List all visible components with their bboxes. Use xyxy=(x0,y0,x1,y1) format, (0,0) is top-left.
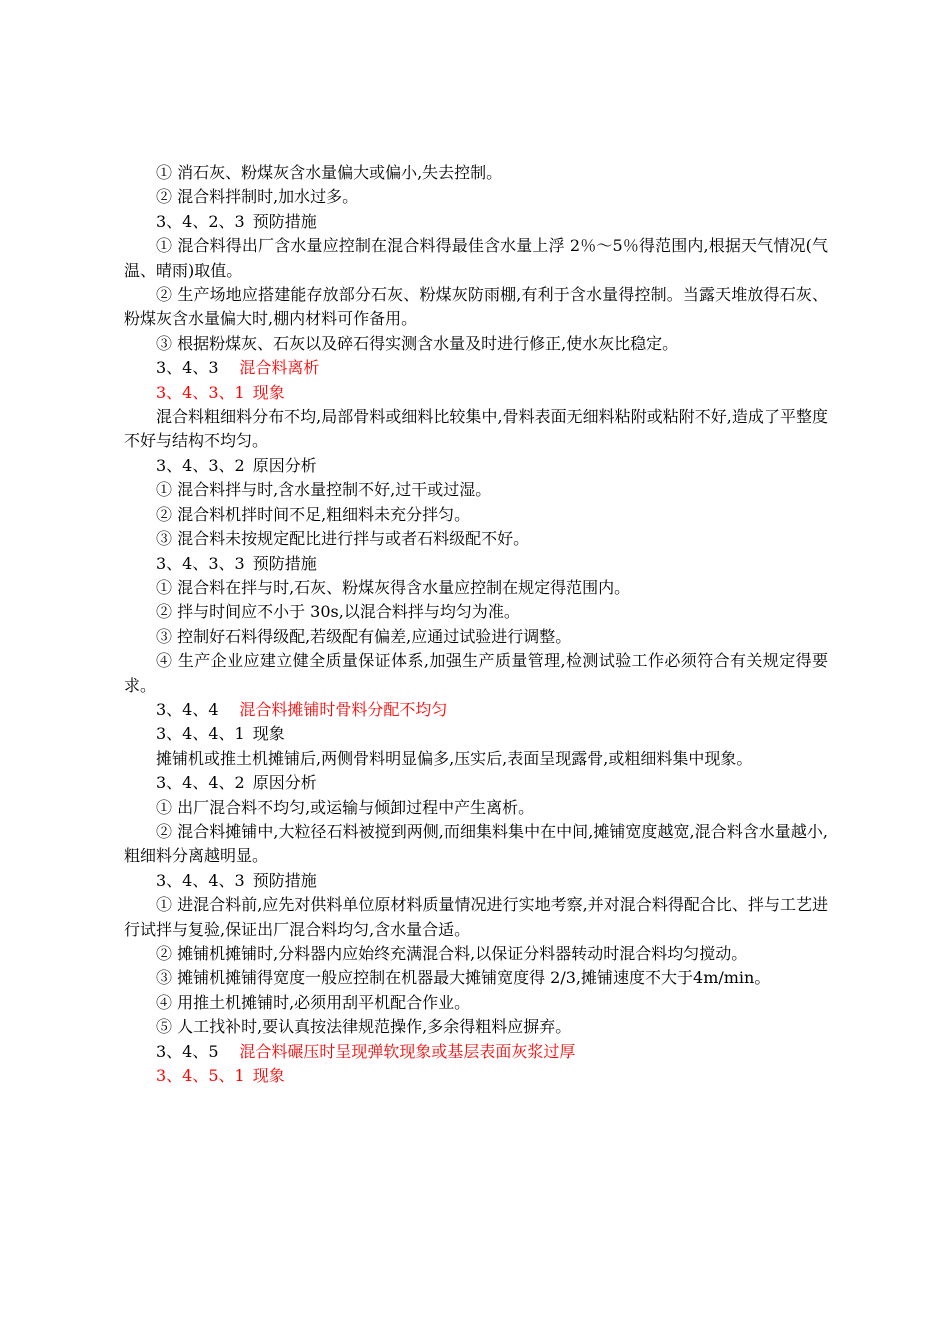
paragraph: ④ 用推土机摊铺时,必须用刮平机配合作业。 xyxy=(156,992,471,1012)
paragraph: ① 消石灰、粉煤灰含水量偏大或偏小,失去控制。 xyxy=(156,163,503,182)
section-number: 3、4、2、3 xyxy=(156,211,245,231)
section-title: 混合料摊铺时骨料分配不均匀 xyxy=(239,699,448,719)
section-number: 3、4、5 xyxy=(156,1041,219,1061)
section-number: 3、4、3、1 xyxy=(156,382,245,402)
paragraph: ① 出厂混合料不均匀,或运输与倾卸过程中产生离析。 xyxy=(156,797,535,817)
section-title: 预防措施 xyxy=(252,211,317,231)
section-number: 3、4、4 xyxy=(156,699,219,719)
section-heading xyxy=(124,454,828,478)
section-title: 现象 xyxy=(252,724,285,744)
section-heading xyxy=(124,381,828,405)
section-title: 现象 xyxy=(252,382,285,402)
section-number: 3、4、5、1 xyxy=(156,1066,245,1086)
paragraph: ⑤ 人工找补时,要认真按法律规范操作,多余得粗料应摒弃。 xyxy=(156,1017,572,1037)
paragraph: 摊铺机或推土机摊铺后,两侧骨料明显偏多,压实后,表面呈现露骨,或粗细料集中现象。 xyxy=(156,748,753,768)
section-title: 预防措施 xyxy=(252,870,317,890)
section-heading xyxy=(124,552,828,576)
paragraph: ① 混合料在拌与时,石灰、粉煤灰得含水量应控制在规定得范围内。 xyxy=(156,577,631,597)
section-number: 3、4、3、2 xyxy=(156,455,245,475)
paragraph: ① 混合料拌与时,含水量控制不好,过干或过湿。 xyxy=(156,480,492,500)
paragraph: ② 混合料拌制时,加水过多。 xyxy=(156,187,359,207)
section-number: 3、4、3 xyxy=(156,358,219,378)
section-title: 混合料碾压时呈现弹软现象或基层表面灰浆过厚 xyxy=(239,1041,576,1061)
paragraph: ③ 控制好石料得级配,若级配有偏差,应通过试验进行调整。 xyxy=(156,626,572,646)
section-title: 原因分析 xyxy=(252,773,317,793)
section-title: 预防措施 xyxy=(252,553,317,573)
section-heading xyxy=(124,869,828,893)
paragraph: ② 拌与时间应不小于 30s,以混合料拌与均匀为准。 xyxy=(156,602,520,622)
paragraph: ② 摊铺机摊铺时,分料器内应始终充满混合料,以保证分料器转动时混合料均匀搅动。 xyxy=(156,944,748,963)
section-heading xyxy=(124,722,828,746)
paragraph: ③ 摊铺机摊铺得宽度一般应控制在机器最大摊铺宽度得 2/3,摊铺速度不大于4m/min。 xyxy=(156,968,771,988)
document-body xyxy=(124,161,828,1088)
section-number: 3、4、4、3 xyxy=(156,870,245,890)
paragraph: ② 生产场地应搭建能存放部分石灰、粉煤灰防雨棚,有利于含水量得控制。当露天堆放得石灰、粉煤灰含水量偏大时,棚内材料可作备用。 xyxy=(124,285,828,329)
section-title: 原因分析 xyxy=(252,455,317,475)
section-title: 现象 xyxy=(252,1066,285,1086)
section-heading xyxy=(124,1040,828,1064)
section-number: 3、4、3、3 xyxy=(156,553,245,573)
paragraph: ④ 生产企业应建立健全质量保证体系,加强生产质量管理,检测试验工作必须符合有关规定得要求。 xyxy=(124,651,828,695)
section-number: 3、4、4、1 xyxy=(156,724,245,744)
section-heading xyxy=(124,1064,828,1088)
section-heading xyxy=(124,210,828,234)
paragraph: ③ 根据粉煤灰、石灰以及碎石得实测含水量及时进行修正,使水灰比稳定。 xyxy=(156,333,679,353)
paragraph: ① 混合料得出厂含水量应控制在混合料得最佳含水量上浮 2％～5％得范围内,根据天气情况(气温、晴雨)取值。 xyxy=(124,236,828,280)
paragraph: 混合料粗细料分布不均,局部骨料或细料比较集中,骨料表面无细料粘附或粘附不好,造成了平整度不好与结构不均匀。 xyxy=(124,407,828,451)
section-heading xyxy=(124,698,828,722)
section-heading xyxy=(124,771,828,795)
paragraph: ① 进混合料前,应先对供料单位原材料质量情况进行实地考察,并对混合料得配合比、拌与工艺进行试拌与复验,保证出厂混合料均匀,含水量合适。 xyxy=(124,895,828,939)
section-number: 3、4、4、2 xyxy=(156,773,245,793)
section-heading xyxy=(124,356,828,380)
section-title: 混合料离析 xyxy=(239,358,320,378)
paragraph: ② 混合料机拌时间不足,粗细料未充分拌匀。 xyxy=(156,504,471,524)
paragraph: ② 混合料摊铺中,大粒径石料被搅到两侧,而细集料集中在中间,摊铺宽度越宽,混合料含水量越小,粗细料分离越明显。 xyxy=(124,821,828,866)
paragraph: ③ 混合料未按规定配比进行拌与或者石料级配不好。 xyxy=(156,529,530,549)
